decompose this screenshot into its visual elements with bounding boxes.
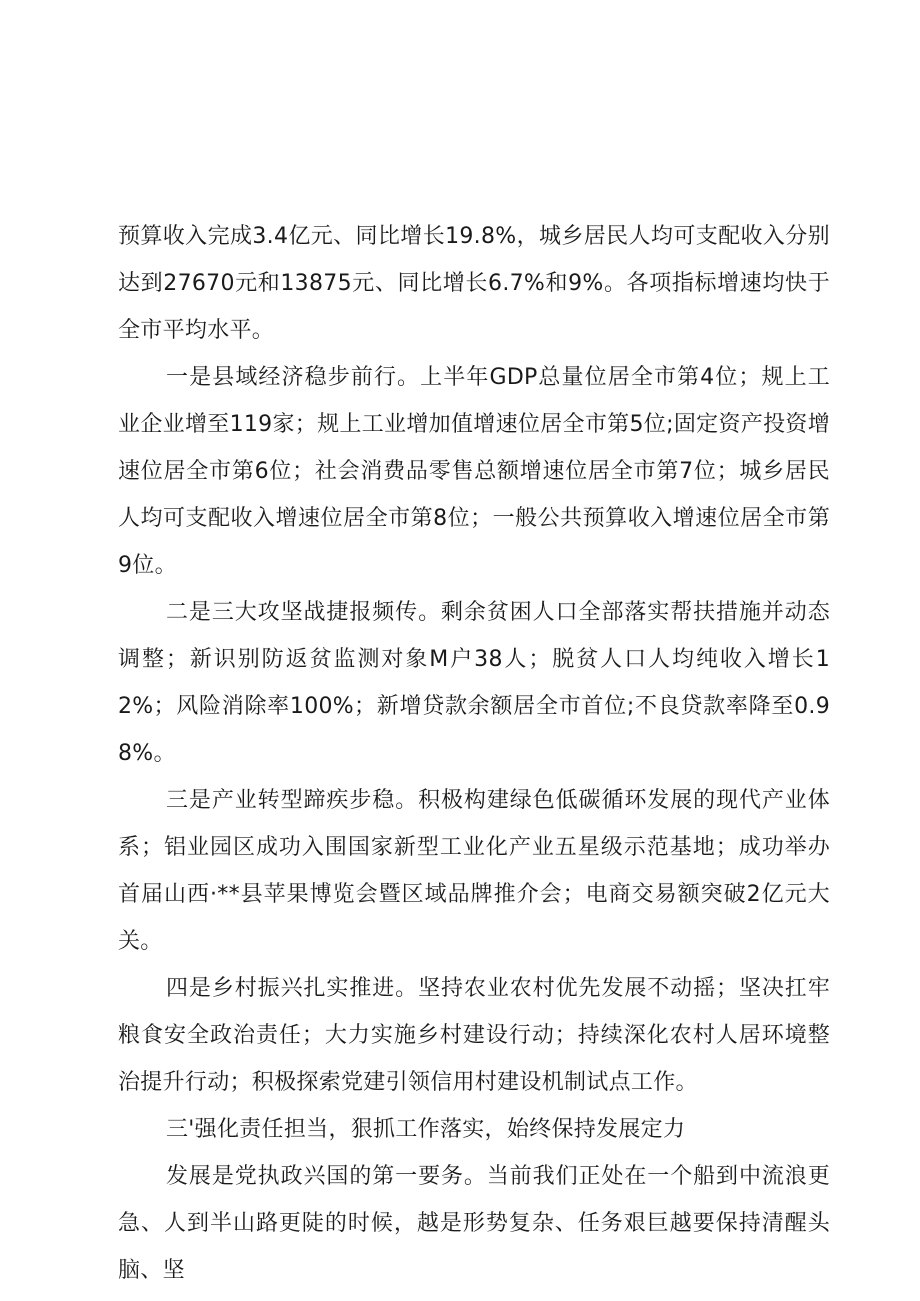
paragraph-three-battles: 二是三大攻坚战捷报频传。剩余贫困人口全部落实帮扶措施并动态调整；新识别防返贫监测对象M户38人；脱贫人口人均纯收入增长12%；风险消除率100%；新增贷款余额居全市首位;不良贷款率降至0.98%。 (118, 600, 830, 766)
document-body (118, 213, 830, 1294)
section-heading-responsibility: 三'强化责任担当，狠抓工作落实，始终保持发展定力 (166, 1117, 686, 1142)
paragraph-development-priority: 发展是党执政兴国的第一要务。当前我们正处在一个船到中流浪更急、人到半山路更陡的时候，越是形势复杂、任务艰巨越要保持清醒头脑、坚 (118, 1164, 830, 1283)
paragraph-county-economy: 一是县域经济稳步前行。上半年GDP总量位居全市第4位；规上工业企业增至119家；规上工业增加值增速位居全市第5位;固定资产投资增速位居全市第6位；社会消费品零售总额增速位居全市第7位；城乡居民人均可支配收入增速位居全市第8位；一般公共预算收入增速位居全市第9位。 (118, 365, 830, 578)
paragraph-rural-revitalization: 四是乡村振兴扎实推进。坚持农业农村优先发展不动摇；坚决扛牢粮食安全政治责任；大力实施乡村建设行动；持续深化农村人居环境整治提升行动；积极探索党建引领信用村建设机制试点工作。 (118, 976, 830, 1095)
paragraph-budget-income: 预算收入完成3.4亿元、同比增长19.8%，城乡居民人均可支配收入分别达到27670元和13875元、同比增长6.7%和9%。各项指标增速均快于全市平均水平。 (118, 224, 830, 343)
paragraph-industry-transformation: 三是产业转型蹄疾步稳。积极构建绿色低碳循环发展的现代产业体系；铝业园区成功入围国家新型工业化产业五星级示范基地；成功举办首届山西·**县苹果博览会暨区域品牌推介会；电商交易额突破2亿元大关。 (118, 788, 830, 954)
